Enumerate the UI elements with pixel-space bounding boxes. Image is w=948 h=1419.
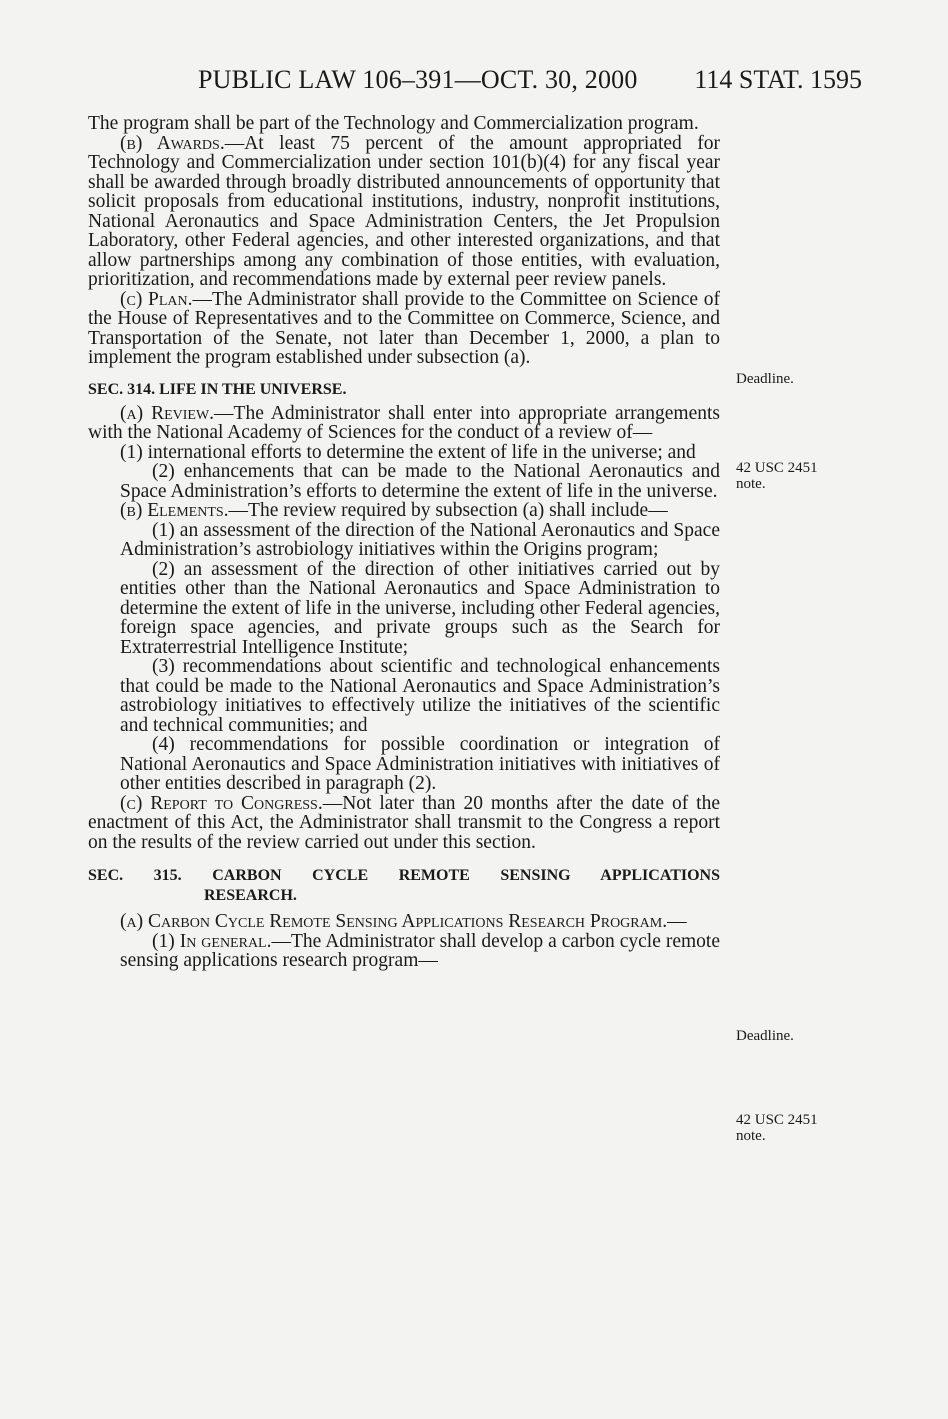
subsection-heading: (b) Awards. <box>120 132 225 154</box>
margin-note-usc <box>736 460 818 492</box>
subsection-c-report <box>88 794 720 853</box>
section-315-heading-continued: RESEARCH. <box>204 887 297 904</box>
page-title: PUBLIC LAW 106–391—OCT. 30, 2000 <box>198 65 638 94</box>
paragraph-text: —The Administrator shall develop a carbon cycle remote sensing applications research program— <box>120 930 720 971</box>
subsection-heading: (c) Report to Congress. <box>120 792 323 814</box>
subsection-text: —At least 75 percent of the amount appropriated for Technology and Commercialization under section 101(b)(4) for any fiscal year shall be awarded through broadly distributed announcements of opportunity that solicit proposals from educational institutions, industry, nonprofit institutions, National Aeronautics and Space Administration Centers, the Jet Propulsion Laboratory, other Federal agencies, and other interested organizations, and that allow partnerships among any combination of those entities, with evaluation, prioritization, and recommendations made by external peer review panels. <box>88 132 720 290</box>
paragraph-heading: (1) In general. <box>152 930 272 952</box>
paragraph-b-4: (4) recommendations for possible coordination or integration of National Aeronautics and Space Administration initiatives with initiatives of other entities described in paragraph (2). <box>120 734 720 794</box>
subsection-text: —The review required by subsection (a) shall include— <box>228 500 668 521</box>
paragraph-b-3: (3) recommendations about scientific and technological enhancements that could be made to the National Aeronautics and Space Administration’s astrobiology initiatives to effectively utilize the initiatives of the scientific and technical communities; and <box>120 656 720 736</box>
margin-note-deadline: Deadline. <box>736 1028 794 1044</box>
subsection-text: —Not later than 20 months after the date of the enactment of this Act, the Administrator shall transmit to the Congress a report on the results of the review carried out under this section. <box>88 792 721 853</box>
subsection-text: —The Administrator shall enter into appropriate arrangements with the National Academy of Sciences for the conduct of a review of— <box>88 402 720 443</box>
section-315-heading: SEC. 315. CARBON CYCLE REMOTE SENSING APPLICATIONS <box>88 867 720 884</box>
subsection-heading: (c) Plan. <box>120 288 193 310</box>
paragraph-315-a-1 <box>88 932 720 971</box>
subsection-b-elements <box>88 501 720 521</box>
statute-body <box>88 114 720 971</box>
intro-paragraph: The program shall be part of the Technology and Commercialization program. <box>88 113 699 134</box>
subsection-heading: (a) Carbon Cycle Remote Sensing Applications Research Program. <box>120 911 668 932</box>
paragraph-b-1: (1) an assessment of the direction of the National Aeronautics and Space Administration’s astrobiology initiatives within the Origins program; <box>120 519 720 560</box>
margin-note-usc-line1: 42 USC 2451 <box>736 460 818 476</box>
paragraph-b-2: (2) an assessment of the direction of other initiatives carried out by entities other than the National Aeronautics and Space Administration to determine the extent of life in the universe, including other Federal agencies, foreign space agencies, and private groups such as the Search for Extraterrestrial Intelligence Institute; <box>120 558 720 658</box>
page-header <box>92 60 862 100</box>
section-314-heading: SEC. 314. LIFE IN THE UNIVERSE. <box>88 380 347 398</box>
subsection-text: —The Administrator shall provide to the Committee on Science of the House of Representatives and to the Committee on Commerce, Science, and Transportation of the Senate, not later than December 1, 2000, a plan to implement the program established under subsection (a). <box>88 288 720 368</box>
margin-note-deadline: Deadline. <box>736 371 794 387</box>
subsection-heading: (a) Review. <box>120 402 215 424</box>
subsection-dash: — <box>667 911 687 932</box>
subsection-a-review <box>88 404 720 443</box>
margin-note-usc-line2: note. <box>736 1128 766 1144</box>
margin-note-usc-line1: 42 USC 2451 <box>736 1112 818 1128</box>
statute-page-number: 114 STAT. 1595 <box>694 65 862 94</box>
subsection-c-plan <box>88 290 720 368</box>
subsection-315-a <box>88 912 720 932</box>
margin-note-usc-line2: note. <box>736 476 766 492</box>
paragraph-a-1: (1) international efforts to determine the extent of life in the universe; and <box>120 441 696 463</box>
margin-note-usc <box>736 1112 818 1144</box>
subsection-b-awards <box>88 134 720 290</box>
paragraph-a-2: (2) enhancements that can be made to the National Aeronautics and Space Administration’s efforts to determine the extent of life in the universe. <box>120 461 720 502</box>
subsection-heading: (b) Elements. <box>120 500 229 521</box>
